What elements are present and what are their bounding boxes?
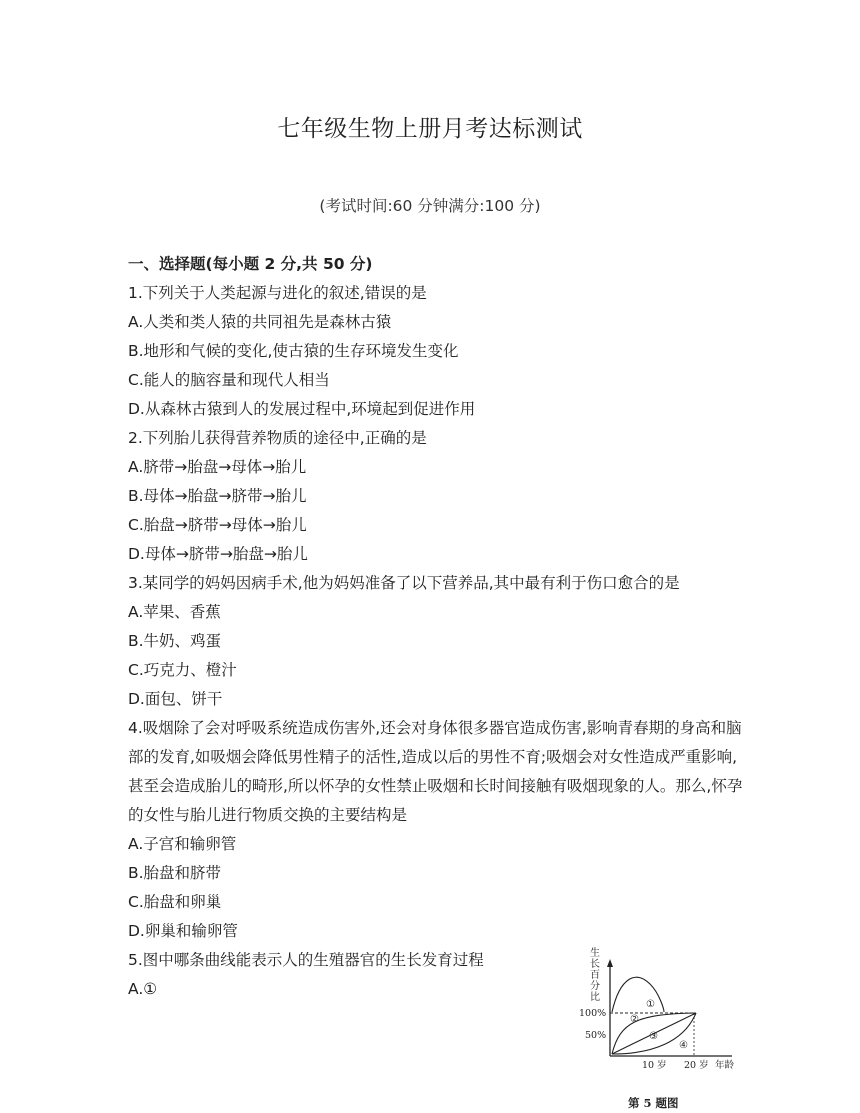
option-a: A.子宫和输卵管 xyxy=(128,835,237,853)
section-heading: 一、选择题(每小题 2 分,共 50 分) xyxy=(128,255,373,273)
question-list xyxy=(128,250,748,1004)
option-c: C.巧克力、橙汁 xyxy=(128,661,237,679)
option-d: D.从森林古猿到人的发展过程中,环境起到促进作用 xyxy=(128,400,476,418)
option-c: C.胎盘和卵巢 xyxy=(128,893,222,911)
ytick-50: 50% xyxy=(585,1030,607,1041)
option-d: D.卵巢和输卵管 xyxy=(128,922,238,940)
question-stem: 3.某同学的妈妈因病手术,他为妈妈准备了以下营养品,其中最有利于伤口愈合的是 xyxy=(128,574,680,592)
question-3 xyxy=(128,569,748,714)
ylabel-char: 比 xyxy=(590,992,600,1003)
growth-curve-svg xyxy=(572,942,752,1113)
xlabel: 年龄 xyxy=(715,1060,735,1071)
question-4 xyxy=(128,714,748,946)
ylabel-char: 分 xyxy=(590,981,600,992)
ylabel-char: 长 xyxy=(590,959,600,970)
ytick-100: 100% xyxy=(579,1008,607,1019)
option-b: B.母体→胎盘→脐带→胎儿 xyxy=(128,487,307,505)
y-axis-arrow xyxy=(607,959,613,967)
question-2 xyxy=(128,424,748,569)
curve-label: ② xyxy=(630,1014,639,1025)
curve-1 xyxy=(612,977,664,1012)
option-b: B.地形和气候的变化,使古猿的生存环境发生变化 xyxy=(128,342,459,360)
exam-info-text: (考试时间:60 分钟满分:100 分) xyxy=(319,197,541,215)
option-b: B.胎盘和脐带 xyxy=(128,864,222,882)
option-a: A.脐带→胎盘→母体→胎儿 xyxy=(128,458,307,476)
question-stem: 2.下列胎儿获得营养物质的途径中,正确的是 xyxy=(128,429,427,447)
ylabel-char: 百 xyxy=(590,970,600,981)
option-c: C.能人的脑容量和现代人相当 xyxy=(128,371,330,389)
growth-curve-figure xyxy=(572,942,752,1113)
option-a: A.人类和类人猿的共同祖先是森林古猿 xyxy=(128,313,392,331)
curve-label: ④ xyxy=(679,1040,688,1051)
question-stem: 1.下列关于人类起源与进化的叙述,错误的是 xyxy=(128,284,427,302)
question-stem: 4.吸烟除了会对呼吸系统造成伤害外,还会对身体很多器官造成伤害,影响青春期的身高和脑部的发育,如吸烟会降低男性精子的活性,造成以后的男性不育;吸烟会对女性造成严重影响,甚至会造成胎儿的畸形,所以怀孕的女性禁止吸烟和长时间接触有吸烟现象的人。那么,怀孕的女性与胎儿进行物质交换的主要结构是 xyxy=(128,719,743,824)
curve-label: ① xyxy=(646,999,655,1010)
figure-caption: 第 5 题图 xyxy=(628,1096,679,1110)
option-a: A.① xyxy=(128,980,158,998)
question-1 xyxy=(128,279,748,424)
exam-info xyxy=(0,194,860,216)
curve-label: ③ xyxy=(649,1031,658,1042)
option-b: B.牛奶、鸡蛋 xyxy=(128,632,222,650)
page-title: 七年级生物上册月考达标测试 xyxy=(277,116,583,142)
ylabel-char: 生 xyxy=(590,948,600,959)
option-d: D.面包、饼干 xyxy=(128,690,223,708)
option-c: C.胎盘→脐带→母体→胎儿 xyxy=(128,516,307,534)
option-a: A.苹果、香蕉 xyxy=(128,603,221,621)
question-stem: 5.图中哪条曲线能表示人的生殖器官的生长发育过程 xyxy=(128,951,484,969)
xtick-20: 20 岁 xyxy=(684,1060,709,1071)
xtick-10: 10 岁 xyxy=(642,1060,667,1071)
option-d: D.母体→脐带→胎盘→胎儿 xyxy=(128,545,308,563)
